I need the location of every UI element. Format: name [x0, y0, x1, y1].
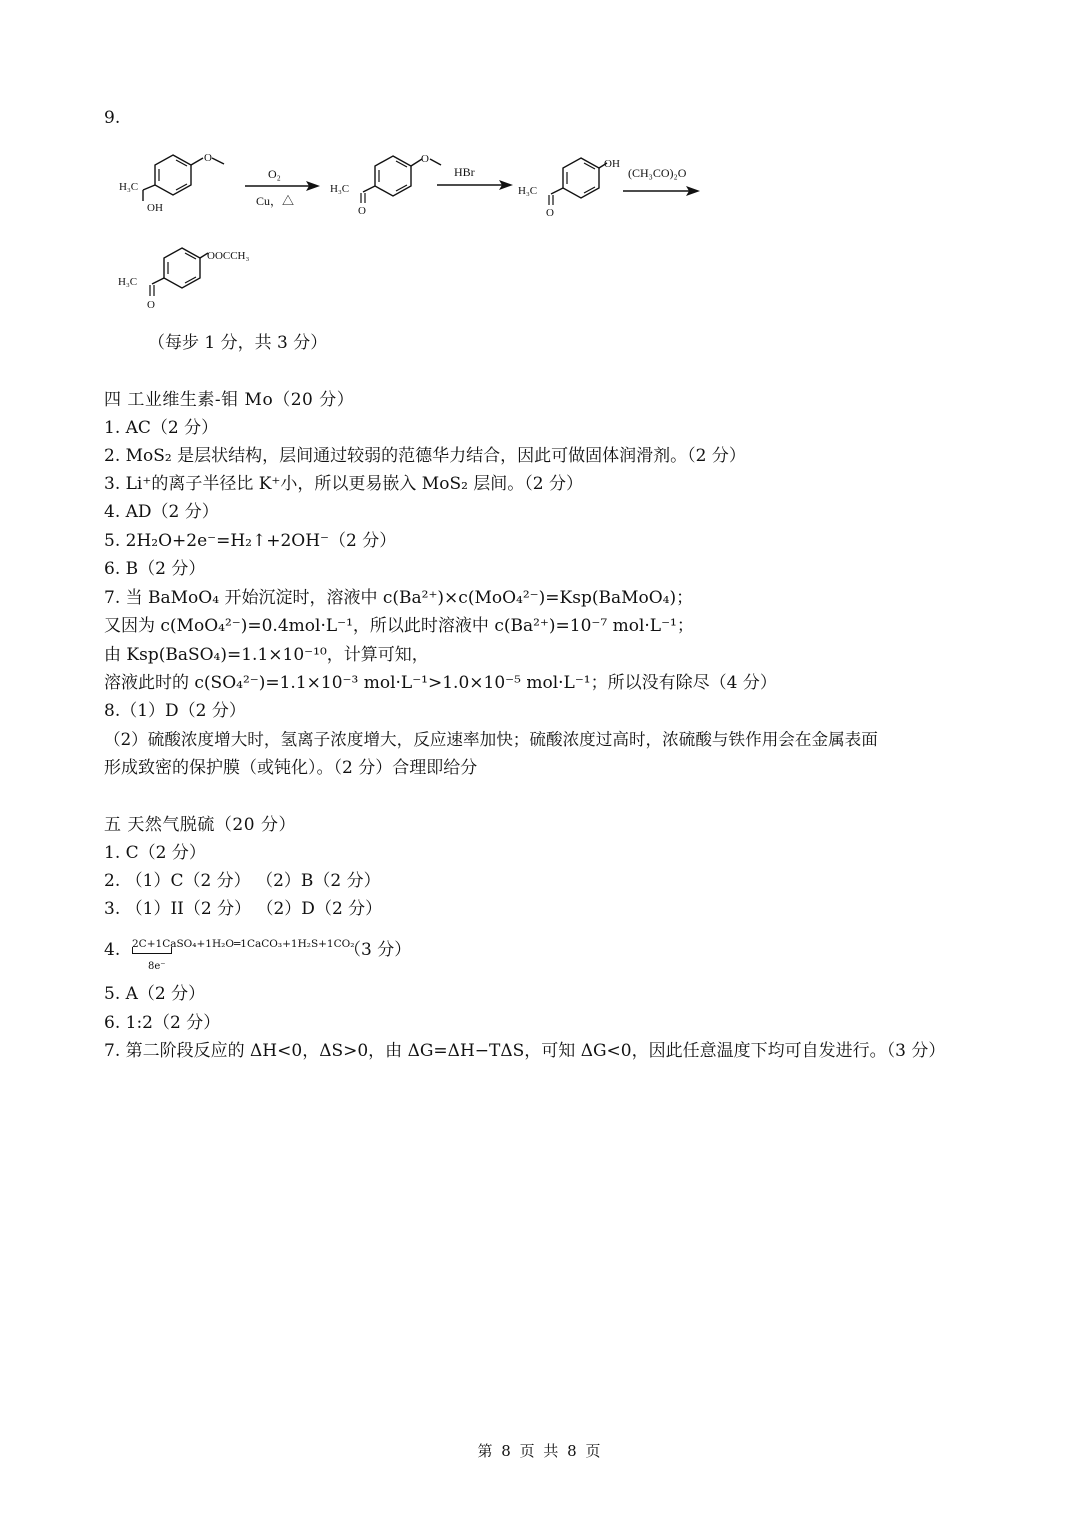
m2-ome-o-label: O: [421, 153, 429, 165]
m3-carbonyl-o-label: O: [546, 207, 554, 219]
reagent-o2: O₂: [268, 167, 281, 181]
s4-answer-7-line1: 7. 当 BaMoO₄ 开始沉淀时，溶液中 c(Ba²⁺)×c(MoO₄²⁻)=Ksp(BaMoO₄)；: [104, 588, 694, 608]
m1-oh-label: OH: [147, 202, 163, 214]
s5-answer-1: 1. C（2 分）: [104, 843, 206, 863]
molecule-4: [118, 248, 250, 311]
s5-q4-equation: 2C+1CaSO₄+1H₂O═1CaCO₃+1H₂S+1CO₂: [132, 938, 355, 950]
s5-q4-score: （3 分）: [344, 940, 412, 960]
page-footer: 第 8 页 共 8 页: [477, 1442, 603, 1460]
s4-answer-3: 3. Li⁺的离子半径比 K⁺小，所以更易嵌入 MoS₂ 层间。（2 分）: [104, 474, 584, 494]
s4-answer-1: 1. AC（2 分）: [104, 418, 219, 438]
s5-answer-6: 6. 1:2（2 分）: [104, 1013, 221, 1033]
section5-title: 五 天然气脱硫（20 分）: [104, 815, 296, 835]
molecule-1: [119, 152, 224, 214]
m4-ester-label: OOCCH₃: [207, 250, 250, 262]
arrow-1: [245, 167, 320, 208]
m1-o-label: O: [204, 152, 212, 164]
s5-answer-7: 7. 第二阶段反应的 ΔH<0，ΔS>0，由 ΔG=ΔH−TΔS，可知 ΔG<0，因此任意温度下均可自发进行。（3 分）: [104, 1041, 946, 1061]
arrow-2: [437, 165, 513, 190]
s4-answer-2: 2. MoS₂ 是层状结构，层间通过较弱的范德华力结合，因此可做固体润滑剂。（2 分）: [104, 446, 746, 466]
section4-title: 四 工业维生素-钼 Mo（20 分）: [104, 390, 355, 410]
s5-answer-2: 2. （1）C（2 分） （2）B（2 分）: [104, 871, 381, 891]
molecule-3: [518, 158, 620, 219]
arrow-3: [623, 166, 700, 196]
s4-answer-4: 4. AD（2 分）: [104, 502, 219, 522]
q9-number: 9.: [104, 108, 121, 128]
s4-answer-8-part2-line2: 形成致密的保护膜（或钝化）。（2 分）合理即给分: [104, 758, 478, 778]
m3-oh-label: OH: [604, 158, 620, 170]
m4-h3c-label: H₃C: [118, 276, 138, 288]
q9-score: （每步 1 分，共 3 分）: [148, 333, 328, 353]
s4-answer-5: 5. 2H₂O+2e⁻=H₂↑+2OH⁻（2 分）: [104, 531, 397, 551]
s4-answer-8-part2-line1: （2）硫酸浓度增大时，氢离子浓度增大，反应速率加快；硫酸浓度过高时，浓硫酸与铁作用会在金属表面: [104, 730, 878, 749]
s4-answer-6: 6. B（2 分）: [104, 559, 206, 579]
s5-q4-electrons: 8e⁻: [148, 961, 166, 972]
reaction-scheme: [0, 0, 1080, 330]
m2-h3c-label: H₃C: [330, 183, 350, 195]
s4-answer-7-line4: 溶液此时的 c(SO₄²⁻)=1.1×10⁻³ mol·L⁻¹>1.0×10⁻⁵ mol·L⁻¹；所以没有除尽（4 分）: [104, 673, 777, 693]
s4-answer-7-line3: 由 Ksp(BaSO₄)=1.1×10⁻¹⁰，计算可知，: [104, 645, 429, 665]
reagent-cu-heat: Cu，△: [256, 194, 295, 208]
s4-answer-8-part1: 8.（1）D（2 分）: [104, 701, 246, 721]
m1-h3c-label: H₃C: [119, 181, 139, 193]
m3-h3c-label: H₃C: [518, 185, 538, 197]
m4-carbonyl-o-label: O: [147, 299, 155, 311]
s5-answer-4: [104, 938, 412, 972]
s5-q4-number: 4.: [104, 940, 121, 960]
electron-transfer-bracket: [132, 947, 172, 954]
s4-answer-7-line2: 又因为 c(MoO₄²⁻)=0.4mol·L⁻¹，所以此时溶液中 c(Ba²⁺)=10⁻⁷ mol·L⁻¹；: [104, 616, 694, 636]
molecule-2: [330, 153, 441, 217]
s5-answer-3: 3. （1）II（2 分） （2）D（2 分）: [104, 899, 383, 919]
reagent-acetic-anhydride: (CH₃CO)₂O: [628, 166, 687, 180]
m2-carbonyl-o-label: O: [358, 205, 366, 217]
reagent-hbr: HBr: [454, 165, 475, 179]
s5-answer-5: 5. A（2 分）: [104, 984, 206, 1004]
